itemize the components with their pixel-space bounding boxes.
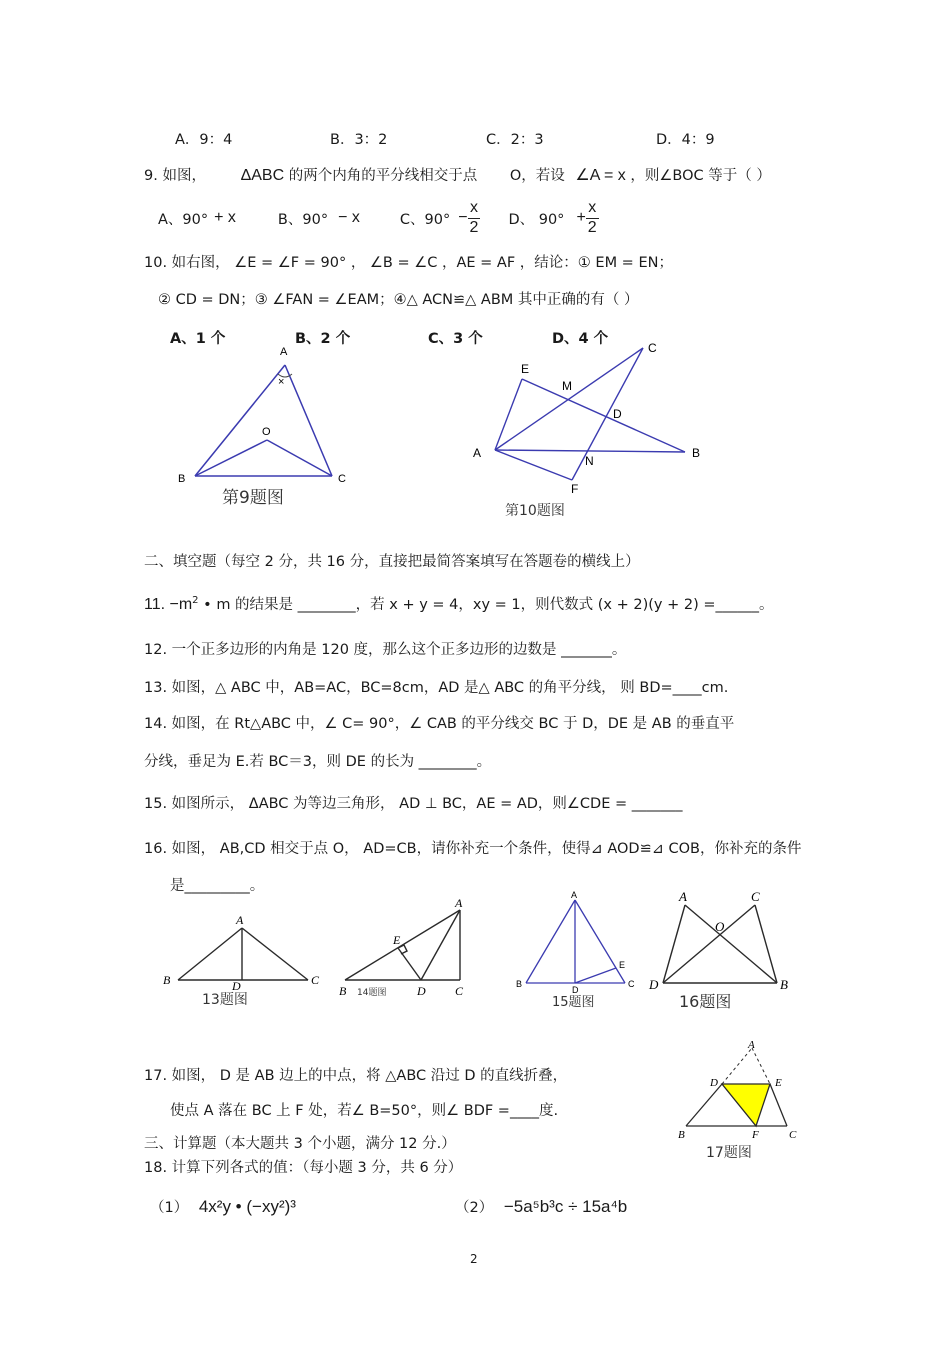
fig9-label-x: × <box>278 376 285 388</box>
q8-option-d: D．4：9 <box>656 132 715 148</box>
fig17-label-b: B <box>678 1129 685 1141</box>
q8-option-a: A．9：4 <box>175 132 233 148</box>
fraction-numerator: x <box>468 199 481 218</box>
fig10-label-b: B <box>692 446 701 460</box>
fig9-label-a: A <box>280 346 288 358</box>
q11-text: • m 的结果是 ________，若 x + y = 4，xy = 1，则代数式 (x + 2)(y + 2) =______。 <box>198 597 774 613</box>
fig16-label-o: O <box>715 919 725 934</box>
fig16-label-b: B <box>780 977 788 992</box>
q9-opt-c: C、90° <box>399 211 451 228</box>
fig13-label-a: A <box>236 913 244 927</box>
fig13-label-c: C <box>311 973 320 987</box>
fig16-label-c: C <box>751 889 760 904</box>
fig17-label-c: C <box>789 1129 797 1141</box>
q9-opt-c-fraction <box>468 199 481 237</box>
q9-point-o: O，若设 <box>509 168 565 184</box>
fig15-label-a: A <box>571 890 578 900</box>
fig17-label-d: D <box>710 1077 718 1089</box>
fig15-label-e: E <box>619 960 626 970</box>
q11-expr: 11. −m <box>144 596 193 613</box>
fraction-denominator: 2 <box>469 218 479 236</box>
q9-opt-a: A、90° <box>158 211 209 228</box>
fig14-label-c: C <box>455 984 464 998</box>
q8-option-c: C．2：3 <box>486 132 544 148</box>
q10-opt-a: A、1 个 <box>170 331 226 347</box>
q14-line2: 分线，垂足为 E.若 BC＝3，则 DE 的长为 ________。 <box>144 754 492 770</box>
figure-13 <box>158 910 328 1010</box>
q9-opt-d-fraction <box>586 199 599 237</box>
q9-opt-d: D、 90° <box>508 211 565 228</box>
q8-option-b: B．3：2 <box>330 132 388 148</box>
fig10-label-d: D <box>613 407 622 421</box>
fig15-label-b: B <box>516 979 523 989</box>
q18-part2-expr: −5a⁵b³c ÷ 15a⁴b <box>503 1197 628 1216</box>
q13: 13. 如图，△ ABC 中，AB=AC，BC=8cm，AD 是△ ABC 的角平分线， 则 BD=____cm. <box>144 680 729 696</box>
fig17-label-e: E <box>775 1077 782 1089</box>
q10-opt-d: D、4 个 <box>552 331 609 347</box>
q14-line1: 14. 如图，在 Rt△ABC 中，∠ C= 90°，∠ CAB 的平分线交 BC 于 D，DE 是 AB 的垂直平 <box>144 716 735 732</box>
fig14-label-e: E <box>393 933 401 947</box>
page-number: 2 <box>470 1252 478 1266</box>
figure-10 <box>465 335 715 525</box>
fig9-label-o: O <box>262 426 271 438</box>
q18-part2 <box>455 1196 627 1217</box>
fig10-label-m: M <box>562 379 572 393</box>
fig13-label-d: D <box>232 979 241 993</box>
q10-line2: ② CD = DN；③ ∠FAN = ∠EAM；④△ ACN≌△ ABM 其中正确的有（ ） <box>158 292 639 308</box>
fraction-denominator: 2 <box>587 218 597 236</box>
q9-opt-b-expr: − x <box>338 209 360 226</box>
fig13-caption: 13题图 <box>202 992 248 1008</box>
fig10-label-n: N <box>585 454 594 468</box>
fig15-label-d: D <box>572 985 579 995</box>
q9-stem-text: 的两个内角的平分线相交于点 <box>288 168 478 184</box>
fig17-label-f: F <box>752 1129 759 1141</box>
fig10-label-a: A <box>473 446 482 460</box>
q9-opt-c-sign: − <box>458 209 468 226</box>
fig16-label-a: A <box>679 889 687 904</box>
q18-heading: 18. 计算下列各式的值：（每小题 3 分，共 6 分） <box>144 1160 463 1176</box>
fig14-label-b: B <box>339 984 347 998</box>
fig14-caption: 14题图 <box>357 988 387 998</box>
fig14-label-d: D <box>417 984 426 998</box>
q9-options <box>158 196 599 240</box>
fig10-caption: 第10题图 <box>505 503 565 519</box>
q10-opt-b: B、2 个 <box>295 331 351 347</box>
fig15-label-c: C <box>628 979 635 989</box>
fig9-caption: 第9题图 <box>222 488 284 508</box>
section-2-heading: 二、填空题（每空 2 分，共 16 分，直接把最简答案填写在答题卷的横线上） <box>144 554 640 570</box>
q18-part2-number: （2） <box>455 1200 494 1216</box>
figure-15 <box>510 888 645 1013</box>
q17-line1: 17. 如图， D 是 AB 边上的中点，将 △ABC 沿过 D 的直线折叠， <box>144 1068 568 1084</box>
fig14-label-a: A <box>455 896 463 910</box>
q18-part1 <box>150 1196 296 1217</box>
fig13-label-b: B <box>163 973 171 987</box>
fig17-label-a: A <box>748 1039 755 1051</box>
fraction-numerator: x <box>586 199 599 218</box>
figure-9 <box>170 340 360 520</box>
fig10-label-c: C <box>648 341 657 355</box>
folded-triangle-shape <box>722 1084 770 1126</box>
figure-16 <box>645 885 805 1015</box>
q18-part1-number: （1） <box>150 1200 189 1216</box>
q9-opt-a-expr: + x <box>214 209 236 226</box>
q10-opt-c: C、3 个 <box>428 331 483 347</box>
fig10-label-f: F <box>571 482 579 496</box>
q11 <box>144 593 774 614</box>
fig17-caption: 17题图 <box>706 1145 752 1161</box>
section-3-heading: 三、计算题（本大题共 3 个小题，满分 12 分.） <box>144 1136 456 1152</box>
q11-exponent: 2 <box>192 595 199 607</box>
q9-stem <box>144 164 771 185</box>
q17-line2: 使点 A 落在 BC 上 F 处，若∠ B=50°，则∠ BDF =____度. <box>170 1103 559 1119</box>
q16-line1: 16. 如图， AB,CD 相交于点 O， AD=CB，请你补充一个条件，使得⊿ AOD≌⊿ COB，你补充的条件 <box>144 841 802 857</box>
q9-opt-d-sign: + <box>576 209 586 226</box>
q9-triangle: ΔABC <box>240 167 285 184</box>
q12: 12. 一个正多边形的内角是 120 度，那么这个正多边形的边数是 _______。 <box>144 642 627 658</box>
q9-number: 9. 如图， <box>144 168 206 184</box>
fig16-caption: 16题图 <box>679 992 732 1011</box>
fig9-label-b: B <box>178 473 186 485</box>
q18-part1-expr: 4x²y • (−xy²)³ <box>198 1197 296 1216</box>
q10-line1: 10. 如右图， ∠E = ∠F = 90° ， ∠B = ∠C ，AE = AF ，结论：① EM = EN； <box>144 255 673 271</box>
q9-opt-b: B、90° <box>277 211 329 228</box>
q9-angle-expr: ∠A = x <box>575 167 626 184</box>
figure-14 <box>335 895 475 1005</box>
q16-line2: 是_________。 <box>170 878 265 894</box>
fig10-label-e: E <box>521 362 530 376</box>
fig15-caption: 15题图 <box>552 995 595 1010</box>
figure-17 <box>672 1038 807 1168</box>
q9-stem-end: ，则∠BOC 等于（ ） <box>630 168 771 184</box>
fig16-label-d: D <box>649 977 659 992</box>
fig9-label-c: C <box>338 473 346 485</box>
q15: 15. 如图所示， ΔABC 为等边三角形， AD ⊥ BC，AE = AD，则∠CDE = _______ <box>144 796 683 812</box>
